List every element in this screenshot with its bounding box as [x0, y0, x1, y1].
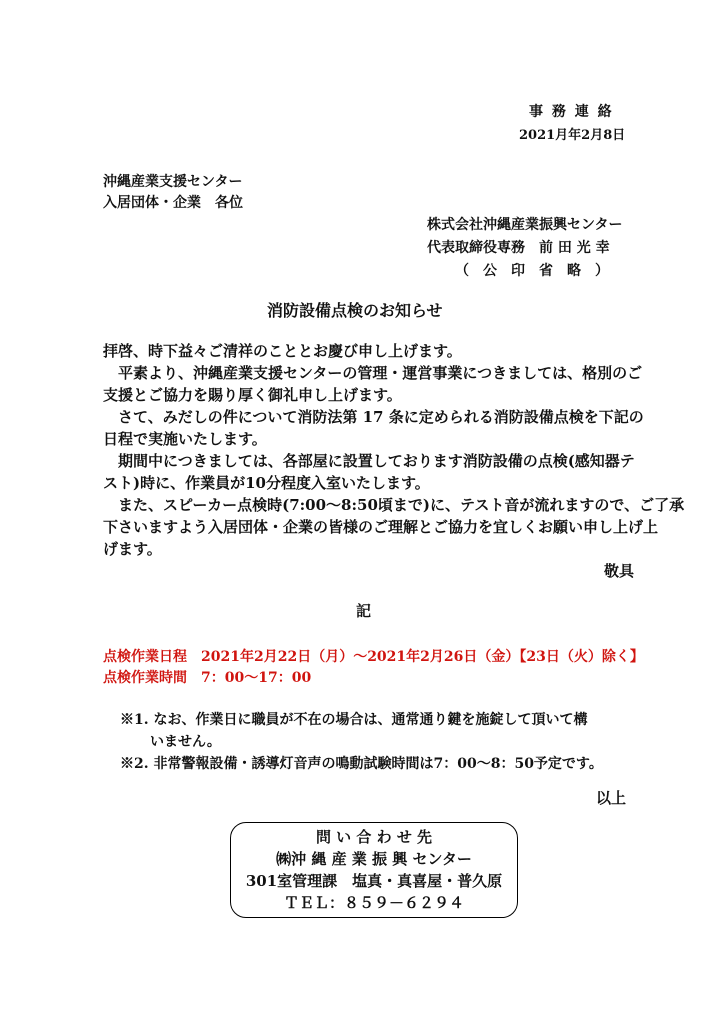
document-date: 2021月年2月8日: [519, 128, 626, 143]
contact-heading: 問 い 合 わ せ 先: [315, 828, 433, 846]
sender-company: 株式会社沖縄産業振興センター: [427, 217, 623, 233]
body-line: 拝啓、時下益々ご清祥のこととお慶び申し上げます。: [103, 342, 462, 360]
body-line: 下さいますよう入居団体・企業の皆様のご理解とご協力を宜しくお願い申し上げ上: [103, 518, 659, 536]
body-line: げます。: [103, 540, 162, 558]
body-line: 支援とご協力を賜り厚く御礼申し上げます。: [103, 386, 402, 404]
ki-marker: 記: [356, 602, 372, 620]
body-line: さて、みだしの件について消防法第 17 条に定められる消防設備点検を下記の: [103, 408, 644, 426]
seal-omitted-note: （ 公 印 省 略 ）: [455, 263, 609, 279]
body-line: 平素より、沖縄産業支援センターの管理・運営事業につきましては、格別のご: [103, 364, 643, 382]
document-type: 事 務 連 絡: [529, 104, 614, 120]
note-2: ※2. 非常警報設備・誘導灯音声の鳴動試験時間は7：00～8：50予定です。: [120, 756, 603, 772]
body-line: 期間中につきましては、各部屋に設置しております消防設備の点検(感知器テ: [103, 452, 635, 470]
body-line: 日程で実施いたします。: [103, 430, 267, 448]
contact-box: [230, 822, 518, 918]
contact-department: 301室管理課 塩真・真喜屋・普久原: [245, 872, 503, 890]
sender-representative: 代表取締役専務 前 田 光 幸: [427, 240, 610, 256]
page-title: 消防設備点検のお知らせ: [267, 301, 443, 320]
note-1-continued: いません。: [150, 734, 221, 750]
contact-phone: ＴＥＬ：８５９－６２９４: [283, 894, 464, 912]
body-line: また、スピーカー点検時(7:00～8:50頃まで)に、テスト音が流れますので、ご了承: [103, 496, 685, 514]
contact-company: ㈱沖 縄 産 業 振 興 センター: [276, 850, 472, 868]
schedule-dates: 点検作業日程 2021年2月22日（月）～2021年2月26日（金）【23日（火）除く】: [103, 649, 644, 665]
recipient-audience: 入居団体・企業 各位: [103, 195, 243, 211]
body-line: スト)時に、作業員が10分程度入室いたします。: [103, 474, 430, 492]
closing-keigu: 敬具: [604, 562, 635, 580]
note-1: ※1. なお、作業日に職員が不在の場合は、通常通り鍵を施錠して頂いて構: [120, 712, 588, 728]
recipient-org: 沖縄産業支援センター: [103, 174, 243, 190]
end-mark: 以上: [596, 789, 627, 807]
schedule-hours: 点検作業時間 7：00～17：00: [103, 670, 312, 686]
